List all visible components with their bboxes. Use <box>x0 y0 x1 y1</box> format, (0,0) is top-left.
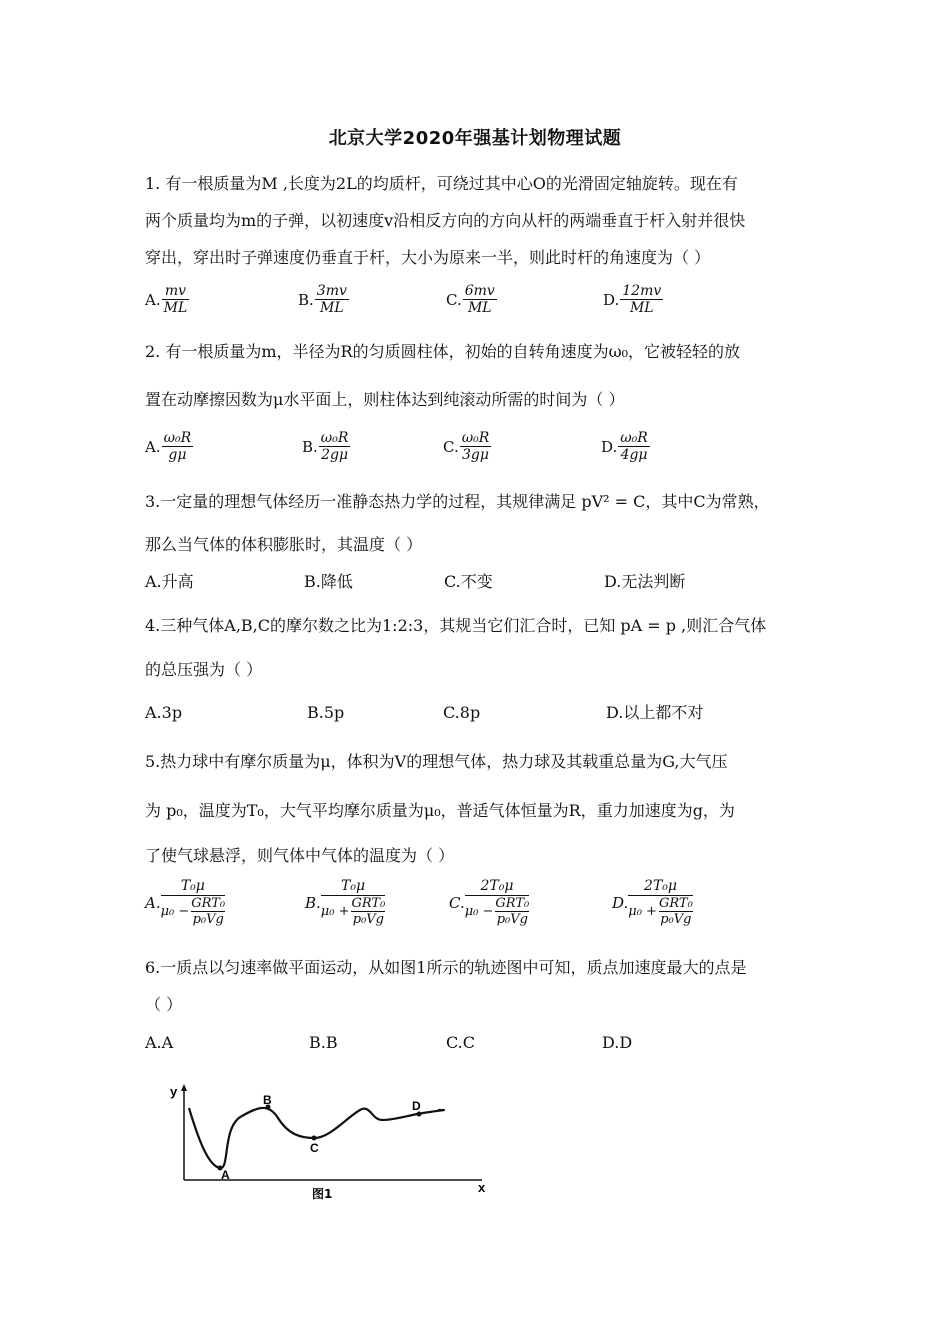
q1-line2: 两个质量均为m的子弹，以初速度v沿相反方向的方向从杆的两端垂直于杆入射并很快 <box>145 211 746 230</box>
q3-option-b: B.降低 <box>304 572 353 591</box>
point-a-label: A <box>221 1168 230 1182</box>
q1-option-b: B. $\frac{3mv}{ML}$ <box>298 283 347 316</box>
q6-option-d: D.D <box>602 1033 633 1052</box>
q6-line2: （ ） <box>145 995 183 1014</box>
page-title: 北京大学2020年强基计划物理试题 <box>328 128 622 149</box>
q3-option-c: C.不变 <box>444 572 493 591</box>
q4-option-b: B.5p <box>307 703 345 722</box>
x-axis-label: x <box>478 1180 486 1195</box>
q2-line1: 2. 有一根质量为m，半径为R的匀质圆柱体，初始的自转角速度为ω₀，它被轻轻的放 <box>145 342 741 361</box>
q4-option-d: D.以上都不对 <box>606 703 704 722</box>
q2-option-b: B. $\frac{\text{ω₀R}}{2g\mu}$ <box>302 430 349 463</box>
q5-option-c: C. 2T₀μ μ₀ − GRT₀ p₀Vg <box>449 878 530 927</box>
q5-line3: 了使气球悬浮，则气体中气体的温度为（ ） <box>145 846 455 865</box>
q3-option-a: A.升高 <box>145 572 194 591</box>
q4-line1: 4.三种气体A,B,C的摩尔数之比为1:2:3，其规当它们汇合时，已知 pA = p ,则汇合气体 <box>145 616 767 635</box>
q6-option-c: C.C <box>446 1033 475 1052</box>
q1-option-c: C. $\frac{6mv}{ML}$ <box>446 283 495 316</box>
q2-option-c: C. $\frac{\text{ω₀R}}{3g\mu}$ <box>443 430 490 463</box>
point-d-label: D <box>412 1099 421 1113</box>
q3-line1: 3.一定量的理想气体经历一准静态热力学的过程，其规律满足 pV² = C，其中C为常熟， <box>145 492 770 511</box>
q2-option-a: A. $\frac{\text{ω₀R}}{g\mu}$ <box>145 430 192 463</box>
q5-line2: 为 p₀，温度为T₀，大气平均摩尔质量为μ₀，普适气体恒量为R，重力加速度为g，为 <box>145 801 735 820</box>
point-c-label: C <box>310 1141 319 1155</box>
q3-line2: 那么当气体的体积膨胀时，其温度（ ） <box>145 535 423 554</box>
q4-option-c: C.8p <box>443 703 481 722</box>
trajectory-figure <box>160 1078 500 1208</box>
q5-line1: 5.热力球中有摩尔质量为μ，体积为V的理想气体，热力球及其载重总量为G,大气压 <box>145 752 728 771</box>
q1-option-d: D. $\frac{12mv}{ML}$ <box>603 283 662 316</box>
q6-line1: 6.一质点以匀速率做平面运动，从如图1所示的轨迹图中可知，质点加速度最大的点是 <box>145 958 747 977</box>
y-axis-label: y <box>170 1084 178 1099</box>
q1-option-a: A. $\frac{mv}{ML}$ <box>145 283 188 316</box>
q5-option-b: B. T₀μ μ₀ + GRT₀ p₀Vg <box>305 878 386 927</box>
q5-option-a: A. T₀μ μ₀ − GRT₀ p₀Vg <box>145 878 226 927</box>
q6-option-a: A.A <box>145 1033 174 1052</box>
q2-line2: 置在动摩擦因数为μ水平面上，则柱体达到纯滚动所需的时间为（ ） <box>145 390 625 409</box>
q4-option-a: A.3p <box>145 703 183 722</box>
q1-line1: 1. 有一根质量为M ,长度为2L的均质杆，可绕过其中心O的光滑固定轴旋转。现在有 <box>145 174 738 193</box>
q5-option-d: D. 2T₀μ μ₀ + GRT₀ p₀Vg <box>612 878 693 927</box>
point-b-label: B <box>263 1093 272 1107</box>
q3-option-d: D.无法判断 <box>604 572 686 591</box>
q6-option-b: B.B <box>309 1033 338 1052</box>
point-c-marker <box>312 1136 317 1141</box>
figure-caption: 图1 <box>312 1187 333 1201</box>
q1-line3: 穿出，穿出时子弹速度仍垂直于杆，大小为原来一半，则此时杆的角速度为（ ） <box>145 248 711 267</box>
y-axis-arrow <box>181 1084 187 1091</box>
q2-option-d: D. $\frac{\text{ω₀R}}{4g\mu}$ <box>601 430 648 463</box>
q4-line2: 的总压强为（ ） <box>145 660 263 679</box>
